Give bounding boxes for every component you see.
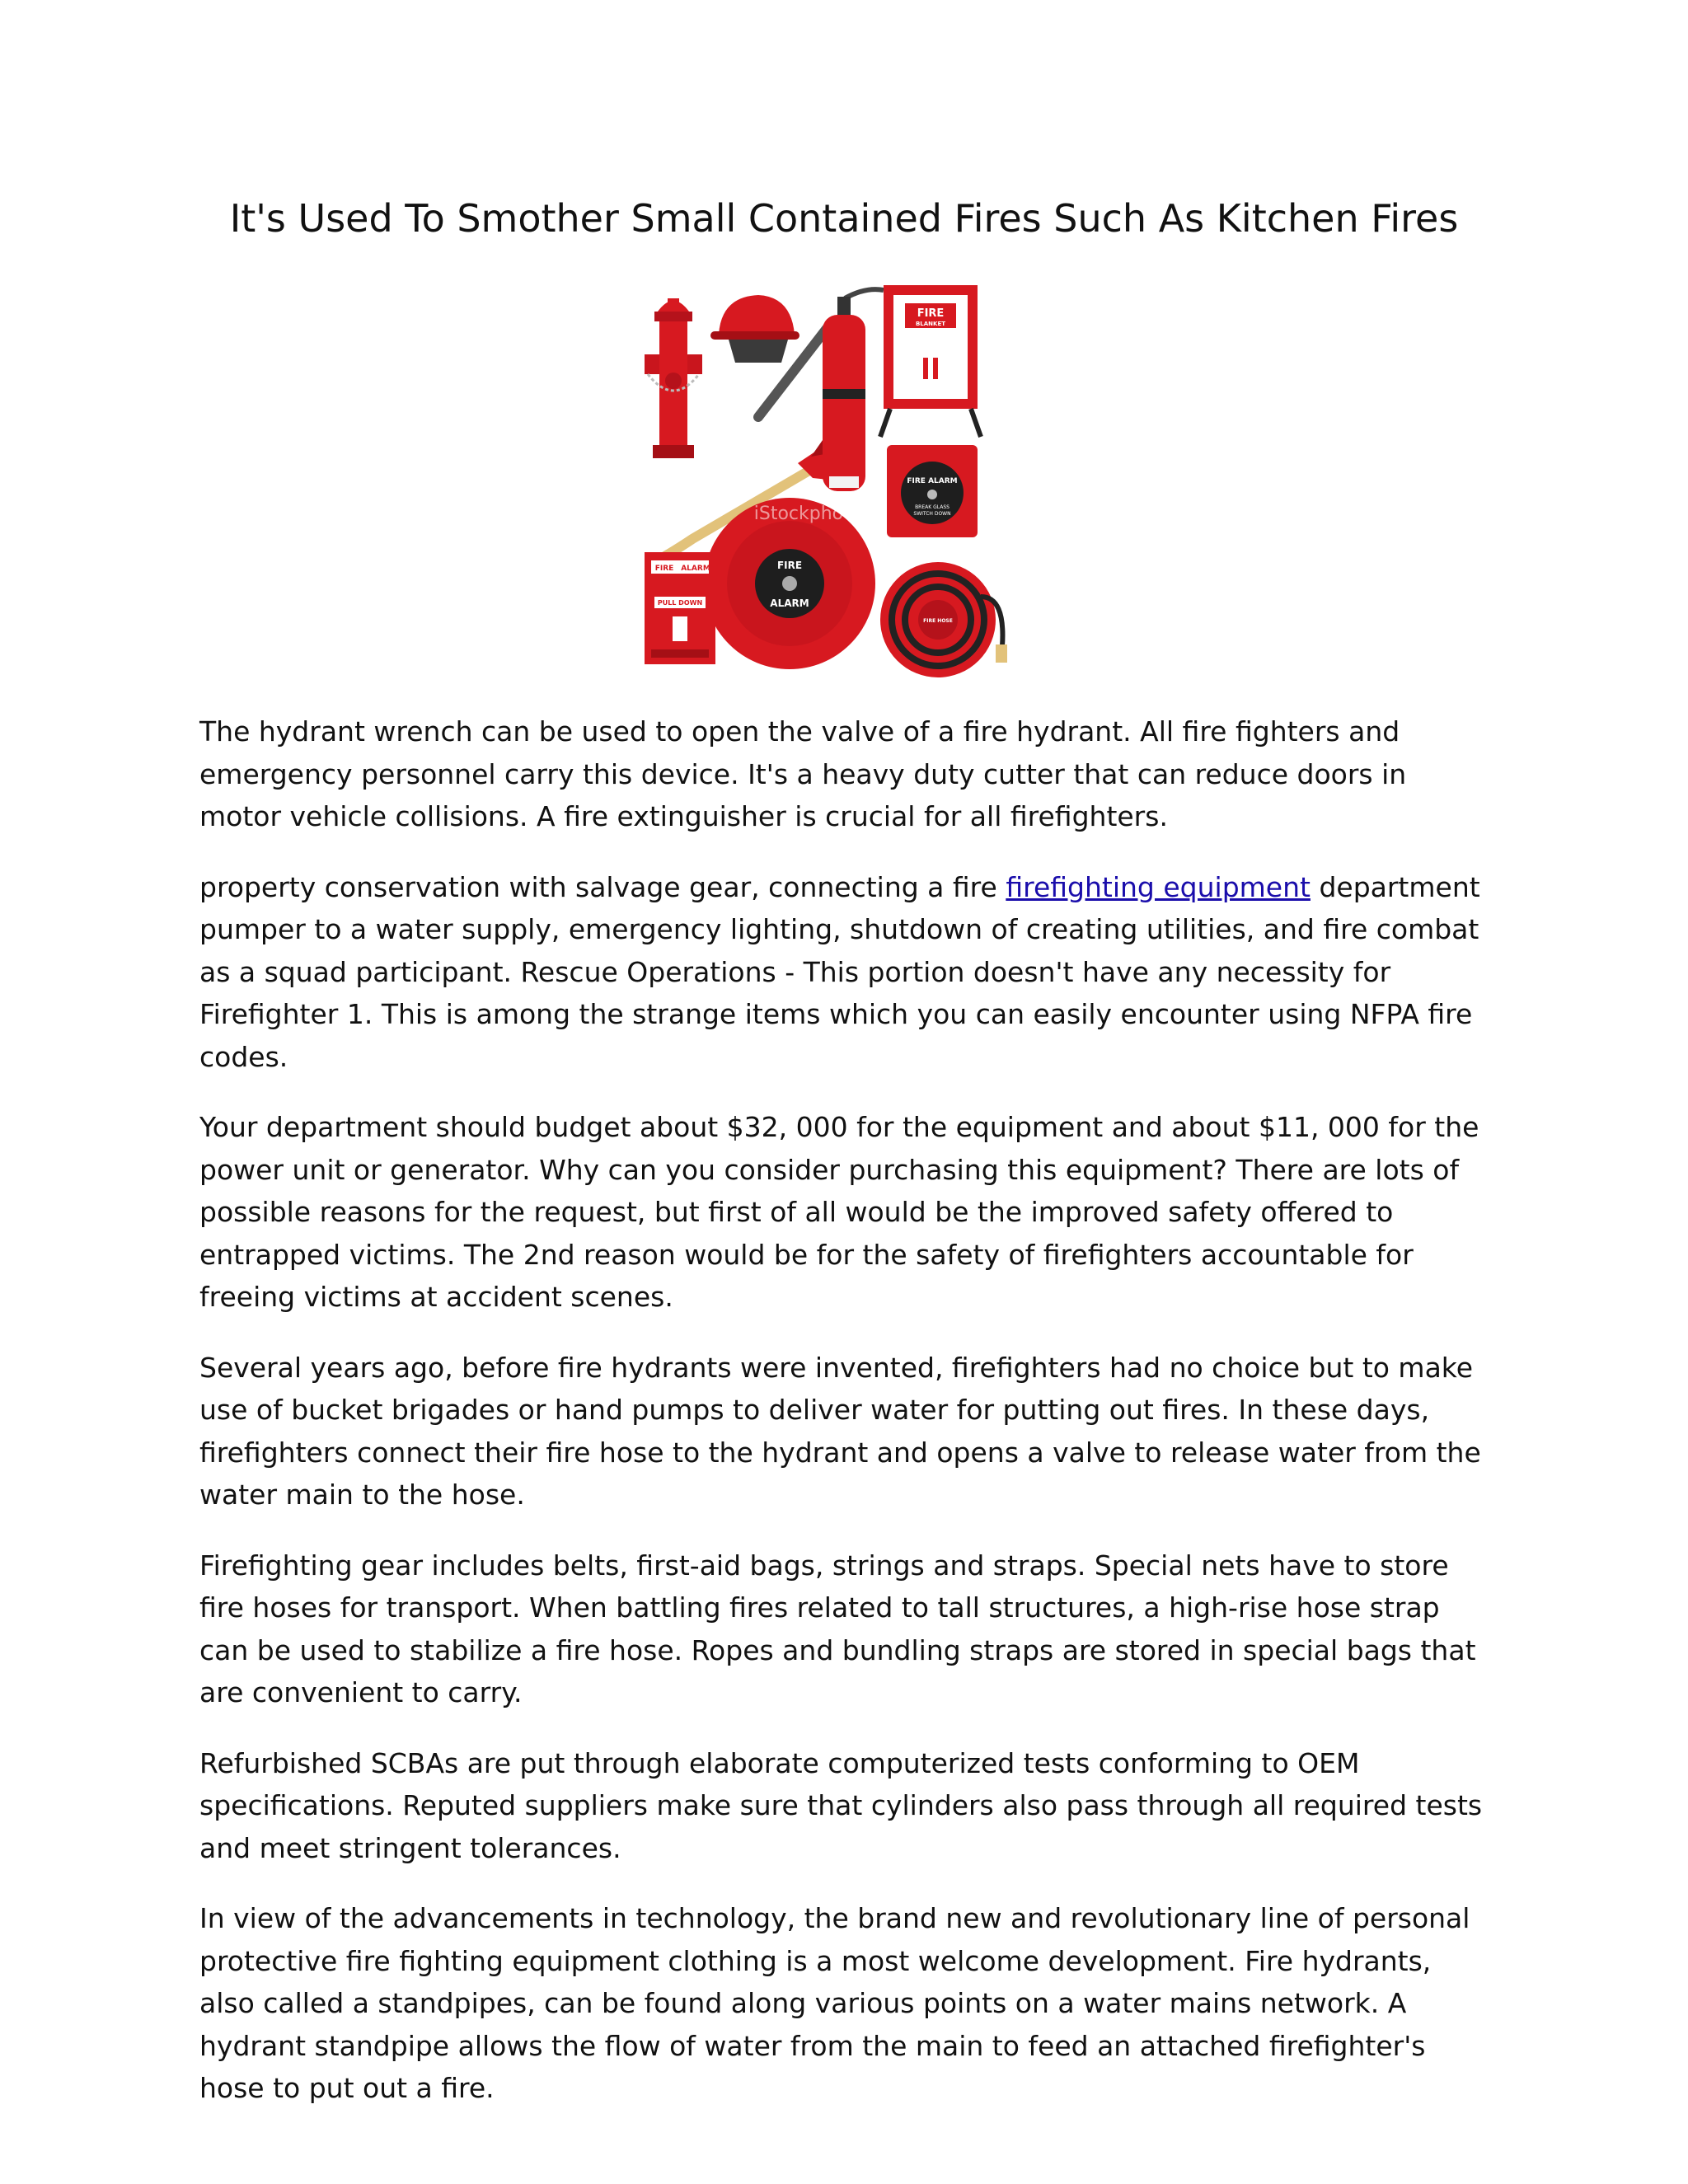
alarm-box-label-line3: SWITCH DOWN xyxy=(913,511,951,517)
bell-label-top: FIRE xyxy=(776,560,803,571)
pull-station-fire-label: FIRE xyxy=(654,565,674,573)
pull-station-alarm-label: ALARM xyxy=(681,565,710,573)
hose-reel-label: FIRE HOSE xyxy=(923,618,953,624)
blanket-label-line1: FIRE xyxy=(917,307,945,320)
blanket-label-line2: BLANKET xyxy=(915,321,946,327)
firefighting-equipment-link[interactable]: firefighting equipment xyxy=(1006,870,1311,903)
paragraph-4: Several years ago, before fire hydrants were invented, firefighters had no choice but to make use of bucket brigades or hand pumps to deliver water for putting out fires. In these days, firefighters connect their fire hose to the hydrant and opens a valve to release water from the water main to the hose. xyxy=(199,1351,1481,1511)
paragraph-3: Your department should budget about $32, 000 for the equipment and about $11, 000 for the power unit or generator. Why can you consider purchasing this equipment? There are lots of possible reasons for the request, but first of all would be the improved safety offered to entrapped victims. The 2nd reason would be for the safety of firefighters accountable for freeing victims at accident scenes. xyxy=(199,1111,1479,1313)
fire-alarm-box-icon xyxy=(887,445,978,537)
page-title: It's Used To Smother Small Contained Fires Such As Kitchen Fires xyxy=(229,196,1459,241)
paragraph-2-text-before: property conservation with salvage gear, connecting a fire xyxy=(199,870,1006,903)
pull-station-icon xyxy=(645,552,715,664)
paragraph-1: The hydrant wrench can be used to open the valve of a fire hydrant. All fire fighters and emergency personnel carry this device. It's a heavy duty cutter that can reduce doors in motor vehicle collisions. A fire extinguisher is crucial for all firefighters. xyxy=(199,715,1407,832)
fire-blanket-icon xyxy=(880,285,981,437)
pull-station-pull-label: PULL DOWN xyxy=(657,599,703,607)
fire-extinguisher-icon xyxy=(823,289,884,491)
article-body xyxy=(199,710,1493,2138)
fire-alarm-bell-icon xyxy=(704,498,875,669)
hose-reel-icon xyxy=(880,562,1007,677)
fire-equipment-illustration xyxy=(643,284,1039,679)
paragraph-5: Firefighting gear includes belts, first-aid bags, strings and straps. Special nets have to store fire hoses for transport. When battling fires related to tall structures, a high-rise hose strap can be used to stabilize a fire hose. Ropes and bundling straps are stored in special bags that are convenient to carry. xyxy=(199,1549,1476,1708)
helmet-icon xyxy=(710,295,799,363)
istock-watermark: iStockphoto xyxy=(753,504,862,524)
paragraph-2 xyxy=(199,866,1493,1079)
paragraph-7: In view of the advancements in technology, the brand new and revolutionary line of personal protective fire fighting equipment clothing is a most welcome development. Fire hydrants, also called a standpipes, can be found along various points on a water mains network. A hydrant standpipe allows the flow of water from the main to feed an attached firefighter's hose to put out a fire. xyxy=(199,1902,1470,2104)
fire-hydrant-icon xyxy=(645,298,702,458)
alarm-box-label-line2: BREAK GLASS xyxy=(915,504,950,510)
alarm-box-label-line1: FIRE ALARM xyxy=(907,477,958,485)
paragraph-2-text-after: department pumper to a water supply, emergency lighting, shutdown of creating utilities, and fire combat as a squad participant. Rescue Operations - This portion doesn't have any necessity for Firefighter 1. This is among the strange items which you can easily encounter using NFPA fire codes. xyxy=(199,870,1480,1073)
bell-label-bottom: ALARM xyxy=(770,598,809,609)
paragraph-6: Refurbished SCBAs are put through elaborate computerized tests conforming to OEM specifications. Reputed suppliers make sure that cylinders also pass through all required tests and meet stringent tolerances. xyxy=(199,1746,1483,1864)
